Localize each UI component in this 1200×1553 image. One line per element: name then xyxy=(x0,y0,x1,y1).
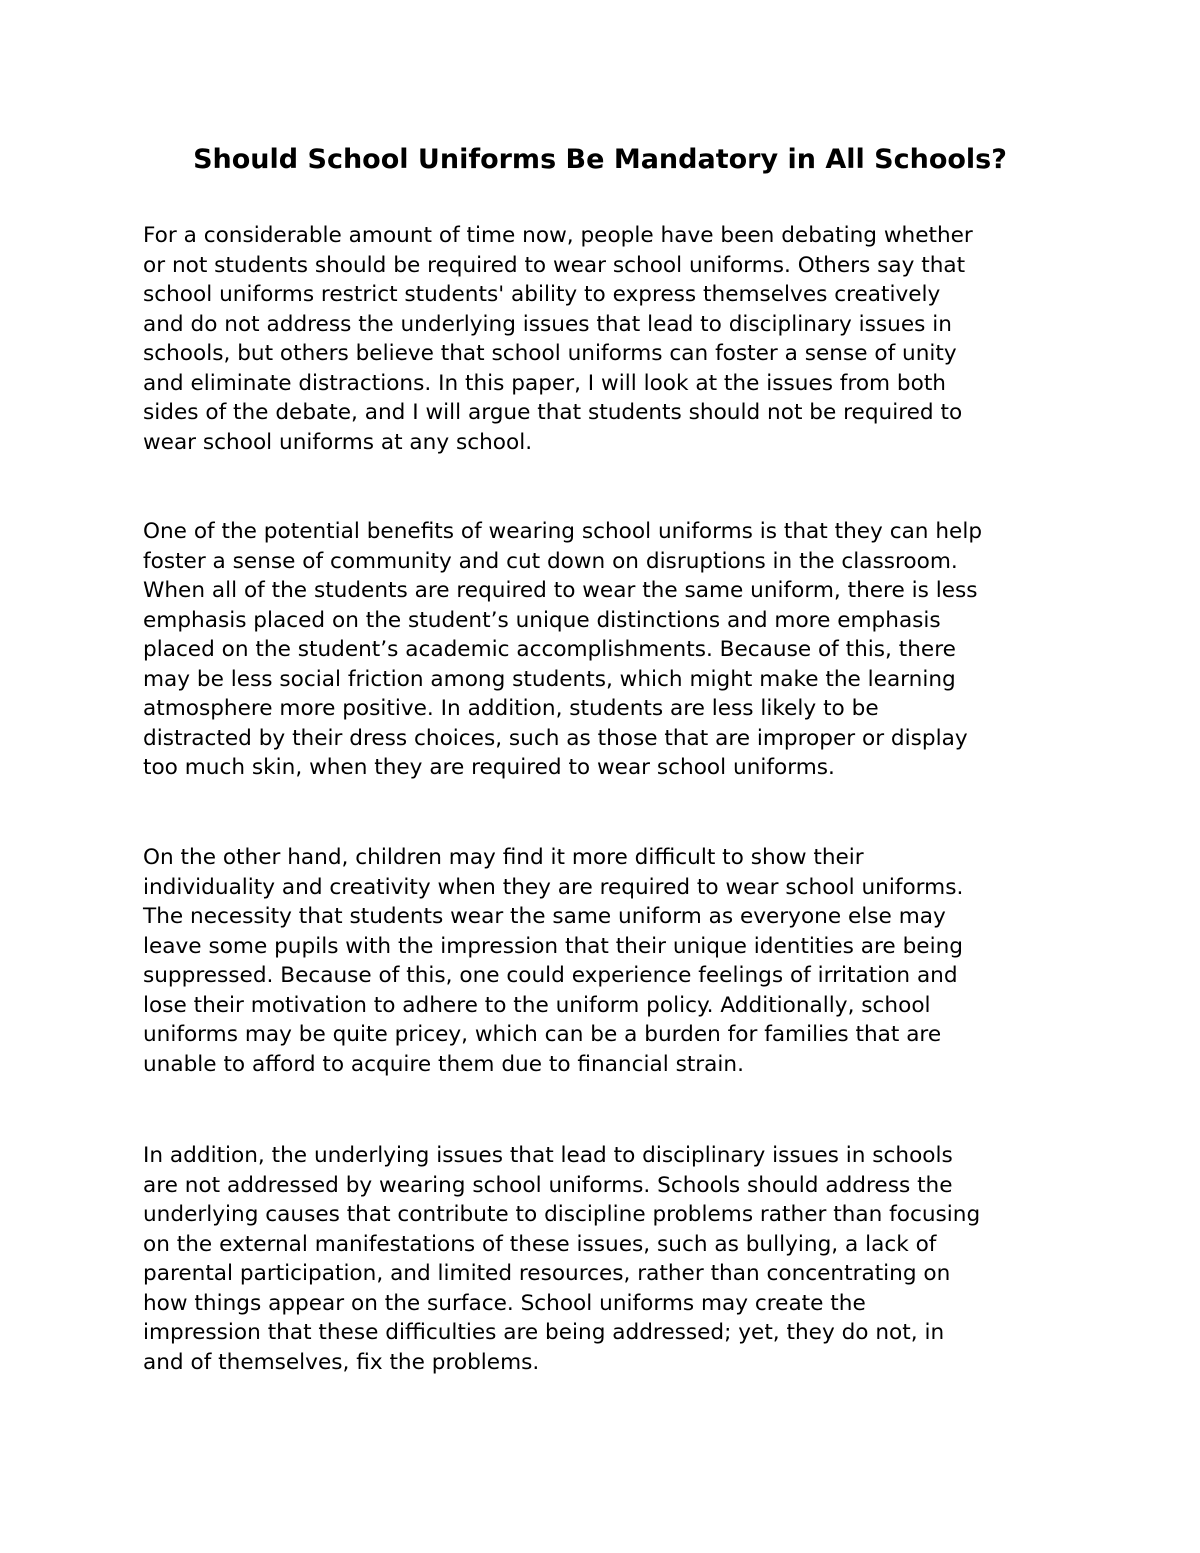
text-line: leave some pupils with the impression that their unique identities are being xyxy=(143,933,963,959)
text-line: parental participation, and limited resources, rather than concentrating on xyxy=(143,1261,951,1286)
text-line: how things appear on the surface. School uniforms may create the xyxy=(143,1290,866,1316)
text-line: lose their motivation to adhere to the uniform policy. Additionally, school xyxy=(143,992,931,1018)
text-line: or not students should be required to wear school uniforms. Others say that xyxy=(143,252,966,278)
text-line: distracted by their dress choices, such as those that are improper or display xyxy=(143,725,968,751)
text-line: One of the potential benefits of wearing school uniforms is that they can help xyxy=(143,519,983,544)
text-line: uniforms may be quite pricey, which can be a burden for families that are xyxy=(143,1022,942,1047)
text-line: underlying causes that contribute to discipline problems rather than focusing xyxy=(143,1202,981,1227)
paragraph-underlying-issues xyxy=(143,1141,1073,1377)
text-line: When all of the students are required to wear the same uniform, there is less xyxy=(143,578,978,603)
paragraph-benefits xyxy=(143,517,1073,783)
text-line: school uniforms restrict students' ability to express themselves creatively xyxy=(143,282,941,307)
paragraph-introduction xyxy=(143,221,1073,457)
text-line: schools, but others believe that school uniforms can foster a sense of unity xyxy=(143,341,957,366)
text-line: foster a sense of community and cut down on disruptions in the classroom. xyxy=(143,548,958,574)
text-line: suppressed. Because of this, one could experience feelings of irritation and xyxy=(143,963,958,988)
text-line: The necessity that students wear the same uniform as everyone else may xyxy=(143,904,946,929)
text-line: on the external manifestations of these issues, such as bullying, a lack of xyxy=(143,1231,937,1257)
text-line: In addition, the underlying issues that lead to disciplinary issues in schools xyxy=(143,1143,953,1168)
text-line: impression that these difficulties are being addressed; yet, they do not, in xyxy=(143,1320,945,1345)
text-line: emphasis placed on the student’s unique distinctions and more emphasis xyxy=(143,607,941,633)
text-line: and do not address the underlying issues that lead to disciplinary issues in xyxy=(143,311,952,337)
text-line: atmosphere more positive. In addition, students are less likely to be xyxy=(143,696,879,721)
text-line: and eliminate distractions. In this paper, I will look at the issues from both xyxy=(143,370,946,396)
text-line: individuality and creativity when they are required to wear school uniforms. xyxy=(143,874,964,900)
text-line: For a considerable amount of time now, people have been debating whether xyxy=(143,223,973,248)
text-line: sides of the debate, and I will argue that students should not be required to xyxy=(143,400,963,425)
text-line: may be less social friction among students, which might make the learning xyxy=(143,666,956,692)
text-line: too much skin, when they are required to wear school uniforms. xyxy=(143,755,835,780)
paragraph-drawbacks xyxy=(143,843,1073,1079)
text-line: unable to afford to acquire them due to financial strain. xyxy=(143,1051,744,1077)
text-line: wear school uniforms at any school. xyxy=(143,429,533,455)
text-line: and of themselves, fix the problems. xyxy=(143,1349,540,1375)
text-line: placed on the student’s academic accomplishments. Because of this, there xyxy=(143,637,956,662)
text-line: are not addressed by wearing school uniforms. Schools should address the xyxy=(143,1172,953,1198)
text-line: On the other hand, children may find it more difficult to show their xyxy=(143,845,864,870)
document-title: Should School Uniforms Be Mandatory in All Schools? xyxy=(193,144,1007,175)
